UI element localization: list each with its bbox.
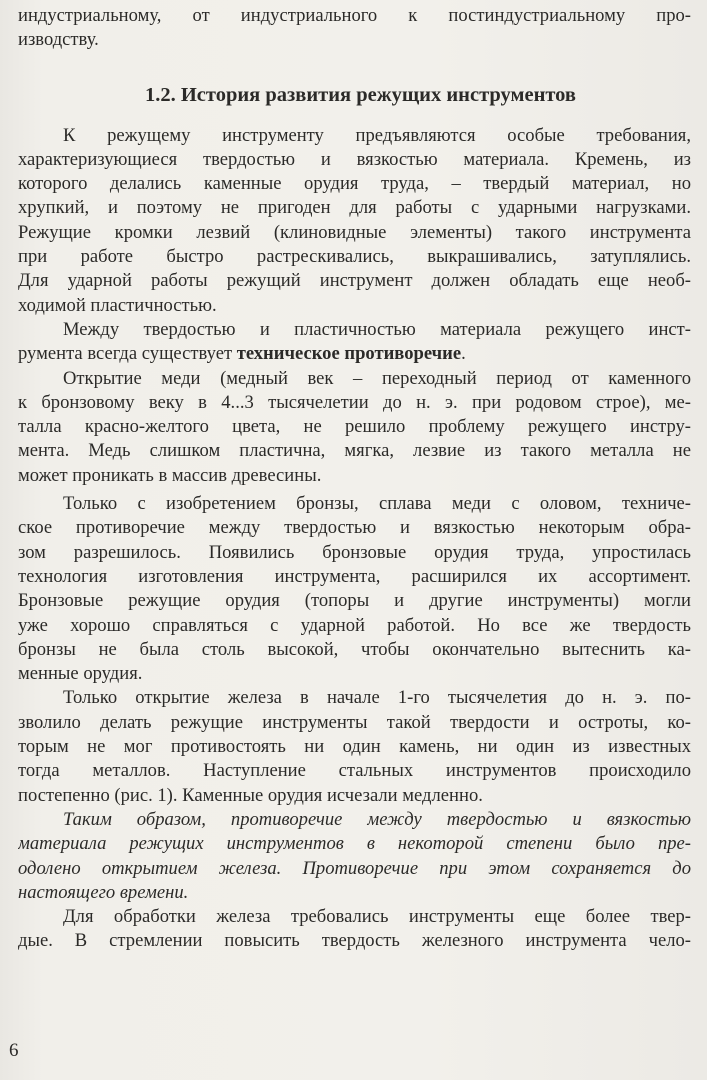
text-line: зом разрешилось. Появились бронзовые орудия труда, упростилась — [18, 541, 691, 563]
text-line: Для обработки железа требовались инструменты еще более твер- — [63, 906, 691, 928]
text-line: дые. В стремлении повысить твердость железного инструмента чело- — [18, 930, 691, 952]
text-segment: . — [461, 343, 466, 365]
text-line: характеризующиеся твердостью и вязкостью материала. Кремень, из — [18, 148, 691, 170]
text-line: Между твердостью и пластичностью материала режущего инст- — [63, 318, 691, 340]
text-line: Только открытие железа в начале 1-го тысячелетия до н. э. по- — [63, 687, 691, 709]
paragraph-1 — [18, 124, 691, 318]
paragraph-5 — [18, 686, 691, 807]
paragraph-6-italic — [18, 808, 691, 905]
text-line: настоящего времени. — [18, 881, 189, 903]
text-line: технология изготовления инструмента, расширился их ассортимент. — [18, 565, 691, 587]
page-number: 6 — [9, 1040, 19, 1061]
text-line: талла красно-желтого цвета, не решило проблему режущего инстру- — [18, 416, 691, 438]
text-line: может проникать в массив древесины. — [18, 464, 322, 486]
paragraph-2 — [18, 318, 691, 367]
text-line: хрупкий, и поэтому не пригоден для работы с ударными нагрузками. — [18, 197, 691, 219]
text-line: постепенно (рис. 1). Каменные орудия исчезали медленно. — [18, 784, 483, 806]
paragraph-3 — [18, 367, 691, 488]
text-line: бронзы не была столь высокой, чтобы окончательно вытеснить ка- — [18, 638, 691, 660]
text-line: зволило делать режущие инструменты такой твердости и остроты, ко- — [18, 711, 691, 733]
text-line: К режущему инструменту предъявляются особые требования, — [63, 124, 691, 146]
text-line: тогда металлов. Наступление стальных инструментов происходило — [18, 760, 691, 782]
text-line: изводству. — [18, 29, 99, 51]
text-line: торым не мог противостоять ни один камень, ни один из известных — [18, 736, 691, 758]
section-heading: 1.2. История развития режущих инструментов — [144, 83, 576, 106]
text-line: ходимой пластичностью. — [18, 294, 217, 316]
text-line: Только с изобретением бронзы, сплава меди с оловом, техниче- — [63, 493, 691, 515]
paragraph-4 — [18, 492, 691, 686]
text-line: которого делались каменные орудия труда, – твердый материал, но — [18, 173, 691, 195]
text-line: к бронзовому веку в 4...3 тысячелетии до н. э. при родовом строе), ме- — [18, 391, 691, 413]
text-line: уже хорошо справляться с ударной работой. Но все же твердость — [18, 614, 691, 636]
text-line: мента. Медь слишком пластична, мягка, лезвие из такого металла не — [18, 440, 691, 462]
emphasis-term: техническое противоречие — [236, 343, 462, 365]
text-line — [18, 342, 691, 366]
text-line: материала режущих инструментов в некоторой степени было пре- — [18, 833, 691, 855]
text-line: Режущие кромки лезвий (клиновидные элементы) такого инструмента — [18, 221, 691, 243]
text-line: Открытие меди (медный век – переходный период от каменного — [63, 367, 691, 389]
text-line: ское противоречие между твердостью и вязкостью некоторым обра- — [18, 517, 691, 539]
text-line: при работе быстро растрескивались, выкрашивались, затуплялись. — [18, 246, 691, 268]
intro-paragraph — [18, 4, 691, 53]
paragraph-7 — [18, 905, 691, 954]
text-line: менные орудия. — [18, 663, 143, 685]
text-line: индустриальному, от индустриального к постиндустриальному про- — [18, 5, 691, 26]
text-line: Бронзовые режущие орудия (топоры и другие инструменты) могли — [18, 590, 691, 612]
text-line: Для ударной работы режущий инструмент должен обладать еще необ- — [18, 270, 691, 292]
text-line: одолено открытием железа. Противоречие при этом сохраняется до — [18, 857, 691, 879]
text-segment: румента всегда существует — [18, 343, 237, 365]
text-line: Таким образом, противоречие между твердостью и вязкостью — [63, 808, 691, 830]
